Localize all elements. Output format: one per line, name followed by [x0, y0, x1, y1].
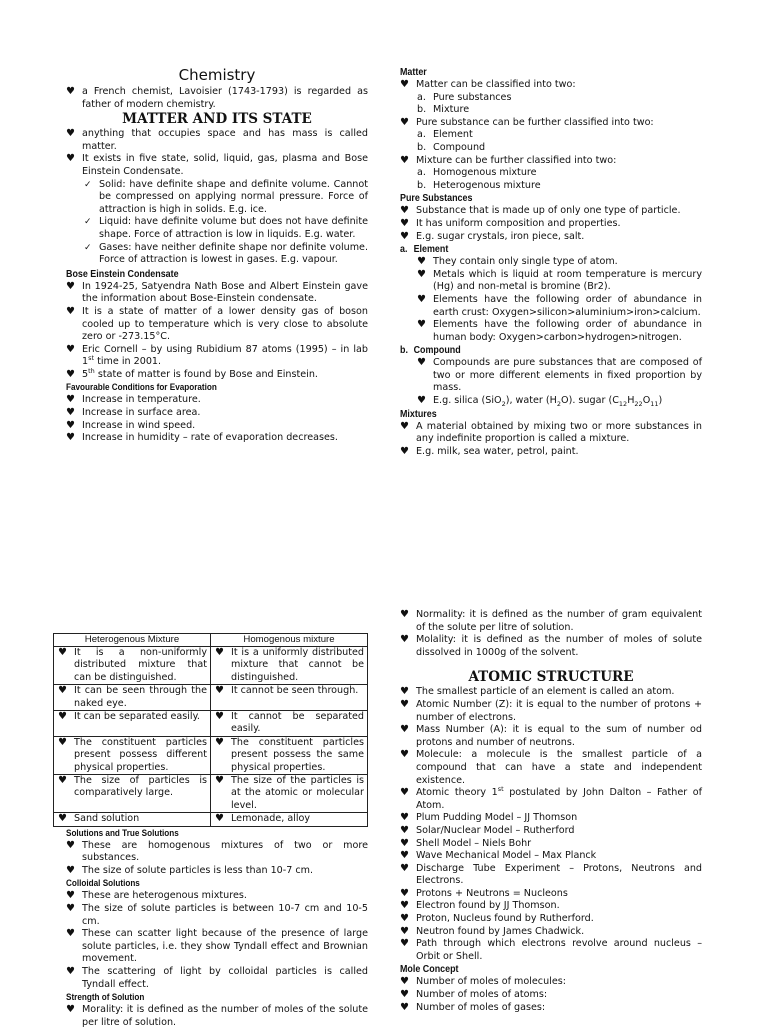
- text-run: state of matter is found by Bose and Einstein.: [94, 368, 318, 380]
- table-header-cell: Heterogenous Mixture: [54, 634, 211, 647]
- list-item: ♥ The size of solute particles is between 10-7 cm and 10-5 cm.: [66, 903, 368, 928]
- atomic-list: [400, 686, 702, 963]
- list-item: [66, 344, 368, 369]
- mixtures-list: [400, 421, 702, 459]
- text-run: Eric Cornell – by using Rubidium 87 atoms (1995) – in lab 1: [82, 343, 368, 368]
- strength-heading: Strength of Solution: [66, 992, 145, 1004]
- list-item: ♥ They contain only single type of atom.: [400, 256, 702, 269]
- atomic-structure-heading: ATOMIC STRUCTURE: [468, 669, 634, 686]
- list-item: ♥ The size of solute particles is less than 10-7 cm.: [66, 865, 368, 878]
- element-heading: [400, 243, 657, 256]
- list-item: ♥ Increase in surface area.: [66, 407, 368, 420]
- list-marker: a.: [417, 167, 426, 179]
- table-cell: ♥ It is a non-uniformly distributed mixture that can be distinguished.: [54, 647, 211, 685]
- list-item: ♥ Increase in humidity – rate of evaporation decreases.: [66, 432, 368, 445]
- matter-state-heading: MATTER AND ITS STATE: [122, 111, 312, 128]
- list-item: ♥ These are homogenous mixtures of two or more substances.: [66, 840, 368, 865]
- list-item: ♥ Morality: it is defined as the number of moles of the solute per litre of solution.: [66, 1004, 368, 1029]
- list-item: [400, 129, 702, 142]
- list-item: ♥ In 1924-25, Satyendra Nath Bose and Albert Einstein gave the information about Bose-Einstein condensate.: [66, 281, 368, 306]
- matter-sublist-1: [400, 92, 702, 117]
- list-text: Heterogenous mixture: [433, 179, 541, 191]
- mixture-comparison-table: [53, 633, 368, 827]
- intro-list: [66, 86, 368, 111]
- table-row: [54, 685, 368, 711]
- states-list: [66, 179, 368, 267]
- list-item: ♥ Increase in temperature.: [66, 394, 368, 407]
- list-item: [400, 92, 702, 105]
- list-item: [400, 167, 702, 180]
- list-item: ♥ Neutron found by James Chadwick.: [400, 926, 702, 939]
- list-text: Element: [433, 129, 473, 141]
- table-header-cell: Homogenous mixture: [211, 634, 368, 647]
- colloid-list: [66, 890, 368, 991]
- list-item: ♥ Number of moles of atoms:: [400, 989, 702, 1002]
- list-item: ♥ E.g. milk, sea water, petrol, paint.: [400, 446, 702, 459]
- top-right-column: [400, 66, 702, 458]
- list-item: ♥ Mass Number (A): it is equal to the sum of number od protons and number of neutrons.: [400, 724, 702, 749]
- table-cell: ♥ The constituent particles present possess the same physical properties.: [211, 736, 368, 774]
- matter-classify-list: [400, 79, 702, 92]
- table-cell: ♥ It cannot be separated easily.: [211, 711, 368, 737]
- solutions-list: [66, 840, 368, 878]
- list-item: ♥ These can scatter light because of the presence of large solute particles, i.e. they show Tyndall effect and Brownian movement.: [66, 928, 368, 966]
- compound-list: [400, 357, 702, 407]
- list-item: [66, 366, 368, 382]
- list-marker: a.: [417, 91, 426, 103]
- evaporation-list: [66, 394, 368, 444]
- evaporation-heading: Favourable Conditions for Evaporation: [66, 382, 217, 394]
- table-cell: ♥ The constituent particles present possess different physical properties.: [54, 736, 211, 774]
- list-item: ✓ Gases: have neither definite shape nor definite volume. Force of attraction is lowest in gases. E.g. vapour.: [66, 242, 368, 267]
- matter-sublist-3: [400, 167, 702, 192]
- pure-substances-heading: Pure Substances: [400, 192, 473, 205]
- subscript: 11: [650, 399, 659, 408]
- list-item: ♥ Atomic Number (Z): it is equal to the number of protons + number of electrons.: [400, 699, 702, 724]
- list-item: ♥ Protons + Neutrons = Nucleons: [400, 888, 702, 901]
- text-run: Atomic theory 1: [416, 787, 498, 799]
- solutions-section: [53, 827, 368, 1029]
- heading-text: Compound: [413, 344, 461, 357]
- list-item: ♥ Matter can be classified into two:: [400, 79, 702, 92]
- list-text: Homogenous mixture: [433, 167, 537, 179]
- list-marker: b.: [417, 179, 427, 191]
- list-item: ♥ Molecule: a molecule is the smallest particle of a compound that can have a state and independent existence.: [400, 749, 702, 787]
- list-item: ♥ The smallest particle of an element is called an atom.: [400, 686, 702, 699]
- list-item: ♥ Electron found by JJ Thomson.: [400, 900, 702, 913]
- list-item: ♥ Substance that is made up of only one type of particle.: [400, 205, 702, 218]
- superscript: st: [88, 354, 95, 363]
- list-item: ♥ A material obtained by mixing two or more substances in any indefinite proportion is called a mixture.: [400, 421, 702, 446]
- text-run: 5: [82, 368, 89, 380]
- subscript: 12: [618, 399, 628, 408]
- list-item: ♥ Number of moles of gases:: [400, 1002, 702, 1015]
- list-text: Mixture: [433, 104, 470, 116]
- list-item: [400, 142, 702, 155]
- subscript: 22: [634, 399, 643, 408]
- colloid-heading: Colloidal Solutions: [66, 878, 140, 890]
- list-item: [400, 180, 702, 193]
- list-item: [400, 395, 702, 408]
- list-item: ♥ Number of moles of molecules:: [400, 976, 702, 989]
- list-item: [400, 784, 702, 812]
- list-item: ♥ Normality: it is defined as the number of gram equivalent of the solute per litre of solution.: [400, 609, 702, 634]
- list-item: ♥ It exists in five state, solid, liquid, gas, plasma and Bose Einstein Condensate.: [66, 153, 368, 178]
- subscript: 2: [501, 399, 506, 408]
- solutions-heading: Solutions and True Solutions: [66, 827, 179, 839]
- heading-text: Element: [413, 243, 449, 256]
- list-item: ♥ Plum Pudding Model – JJ Thomson: [400, 812, 702, 825]
- list-item: ♥ Elements have the following order of abundance in human body: Oxygen>carbon>hydrogen>nitrogen.: [400, 319, 702, 344]
- list-item: ♥ Compounds are pure substances that are composed of two or more different elements in fixed proportion by mass.: [400, 357, 702, 395]
- table-row: [54, 736, 368, 774]
- list-item: [400, 104, 702, 117]
- list-text: Compound: [433, 141, 486, 153]
- table-cell: ♥ The size of particles is comparatively large.: [54, 775, 211, 813]
- superscript: th: [88, 366, 95, 375]
- list-item: ♥ Proton, Nucleus found by Rutherford.: [400, 913, 702, 926]
- text-run: H: [627, 395, 635, 407]
- list-marker: a.: [417, 129, 426, 141]
- list-item: ♥ The scattering of light by colloidal particles is called Tyndall effect.: [66, 966, 368, 991]
- lower-left-column: [53, 633, 368, 1029]
- list-item: ♥ These are heterogenous mixtures.: [66, 890, 368, 903]
- list-item: ✓ Liquid: have definite volume but does not have definite shape. Force of attraction is low in liquids. E.g. water.: [66, 216, 368, 241]
- table-row: [54, 647, 368, 685]
- list-item: ♥ Shell Model – Niels Bohr: [400, 838, 702, 851]
- mixtures-heading: Mixtures: [400, 407, 437, 420]
- text-run: ), water (H: [505, 395, 557, 407]
- table-header-row: [54, 634, 368, 647]
- text-run: O: [642, 395, 651, 407]
- list-item: ♥ a French chemist, Lavoisier (1743-1793) is regarded as father of modern chemistry.: [66, 86, 368, 111]
- table-row: [54, 813, 368, 826]
- table-cell: ♥ The size of the particles is at the atomic or molecular level.: [211, 775, 368, 813]
- superscript: st: [497, 784, 504, 793]
- table-cell: ♥ It cannot be seen through.: [211, 685, 368, 711]
- list-marker: b.: [417, 141, 427, 153]
- matter-points-list: [66, 128, 368, 178]
- text-run: O). sugar (C: [561, 395, 619, 407]
- list-item: ♥ Path through which electrons revolve around nucleus – Orbit or Shell.: [400, 938, 702, 963]
- top-left-column: [66, 66, 368, 445]
- normality-list: [400, 609, 702, 659]
- table-cell: ♥ It can be seen through the naked eye.: [54, 685, 211, 711]
- list-item: ♥ Elements have the following order of abundance in earth crust: Oxygen>silicon>aluminium>iron>calcium.: [400, 294, 702, 319]
- list-item: ✓ Solid: have definite shape and definite volume. Cannot be compressed on applying normal pressure. Force of attraction is high in solids. E.g. ice.: [66, 179, 368, 217]
- list-marker: b.: [417, 104, 427, 116]
- list-item: ♥ E.g. sugar crystals, iron piece, salt.: [400, 231, 702, 244]
- lower-right-column: [400, 609, 702, 1014]
- text-run: ): [658, 395, 663, 407]
- table-cell: ♥ Sand solution: [54, 813, 211, 826]
- list-text: Pure substances: [433, 91, 512, 103]
- list-item: ♥ Pure substance can be further classified into two:: [400, 117, 702, 130]
- bec-heading: Bose Einstein Condensate: [66, 267, 179, 280]
- list-item: ♥ It is a state of matter of a lower density gas of boson cooled up to temperature which is very close to absolute zero or -273.15°C.: [66, 306, 368, 344]
- table-cell: ♥ Lemonade, alloy: [211, 813, 368, 826]
- page-title: Chemistry: [178, 66, 256, 84]
- mixture-classify-list: [400, 155, 702, 168]
- list-item: ♥ Solar/Nuclear Model – Rutherford: [400, 825, 702, 838]
- text-run: time in 2001.: [94, 356, 162, 368]
- text-run: postulated by John Dalton – Father of Atom.: [416, 787, 702, 811]
- list-item: ♥ Increase in wind speed.: [66, 420, 368, 433]
- list-item: ♥ Molality: it is defined as the number of moles of solute dissolved in 1000g of the solvent.: [400, 634, 702, 659]
- list-marker: a.: [400, 243, 408, 256]
- list-marker: b.: [400, 344, 408, 357]
- list-item: ♥ Discharge Tube Experiment – Protons, Neutrons and Electrons.: [400, 863, 702, 888]
- table-row: [54, 711, 368, 737]
- matter-heading: Matter: [400, 66, 427, 78]
- mole-concept-heading: Mole Concept: [400, 963, 459, 976]
- strength-list: [66, 1004, 368, 1029]
- list-item: ♥ Metals which is liquid at room temperature is mercury (Hg) and non-metal is bromine (Br2).: [400, 269, 702, 294]
- bec-list: [66, 281, 368, 382]
- list-item: ♥ Wave Mechanical Model – Max Planck: [400, 850, 702, 863]
- table-cell: ♥ It is a uniformly distributed mixture that cannot be distinguished.: [211, 647, 368, 685]
- table-cell: ♥ It can be separated easily.: [54, 711, 211, 737]
- subscript: 2: [556, 399, 562, 408]
- list-item: ♥ Mixture can be further classified into two:: [400, 155, 702, 168]
- element-list: [400, 256, 702, 344]
- text-run: E.g. silica (SiO: [433, 395, 502, 407]
- pure-substances-list: [400, 205, 702, 243]
- table-row: [54, 775, 368, 813]
- list-item: ♥ anything that occupies space and has mass is called matter.: [66, 128, 368, 153]
- mole-list: [400, 976, 702, 1014]
- list-item: ♥ It has uniform composition and properties.: [400, 218, 702, 231]
- matter-sublist-2: [400, 129, 702, 154]
- pure-classify-list: [400, 117, 702, 130]
- compound-heading: [400, 344, 657, 357]
